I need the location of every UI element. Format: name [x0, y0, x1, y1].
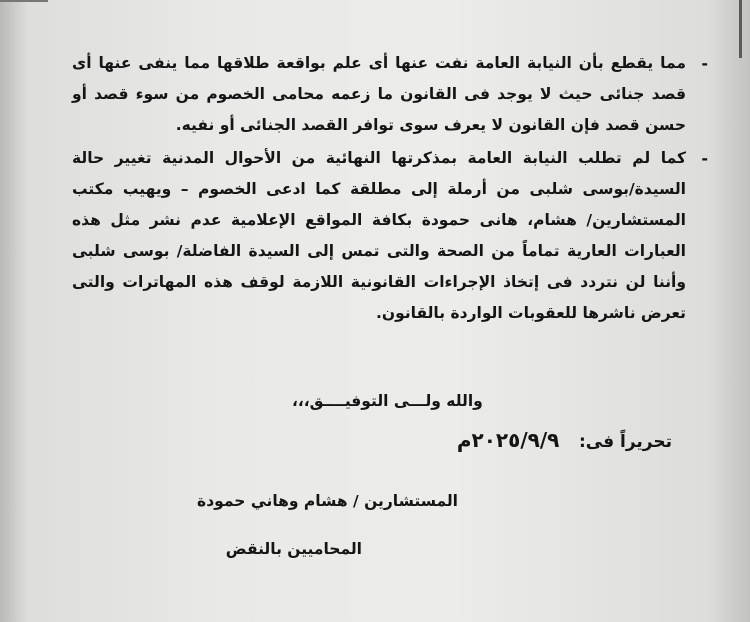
bullet-1: -: [701, 54, 708, 73]
bullet-2: -: [701, 149, 708, 168]
date-label: تحريراً فى:: [578, 432, 672, 452]
signature-title: المحاميين بالنقض: [225, 540, 362, 558]
paragraph-2: [72, 143, 708, 329]
paragraph-1-text: مما يقطع بأن النيابة العامة نفت عنها أى علم بواقعة طلاقها مما ينفى عنها أى قصد جنائى حيث لا يوجد فى القانون ما زعمه محامى الخصوم من سوء قصد أو حسن قصد فإن القانون لا يعرف سوى توافر القصد الجنائى أو نفيه.: [72, 54, 686, 134]
edge-mark: [739, 0, 742, 58]
paragraph-2-text: كما لم تطلب النيابة العامة بمذكرتها النهائية من الأحوال المدنية تغيير حالة السيدة/بوسى شلبى من أرملة إلى مطلقة كما ادعى الخصوم – ويهيب مكتب المستشارين/ هشام، هانى حمودة بكافة المواقع الإعلامية عدم نشر مثل هذه العبارات العارية تماماً من الصحة والتى تمس إلى السيدة الفاضلة/ بوسى شلبى وأننا لن نتردد فى إتخاذ الإجراءات القانونية اللازمة لوقف هذه المهاترات والتى تعرض ناشرها للعقوبات الواردة بالقانون.: [72, 149, 686, 322]
date-row: [457, 428, 672, 452]
edge-mark-top: [0, 0, 48, 2]
letter-body: [72, 48, 708, 331]
closing-line: والله ولـــى التوفيــــق،،،: [292, 392, 483, 410]
date-value: ٢٠٢٥/٩/٩م: [456, 428, 560, 452]
paragraph-1: [72, 48, 708, 141]
signature-name: المستشارين / هشام وهاني حمودة: [197, 492, 458, 510]
